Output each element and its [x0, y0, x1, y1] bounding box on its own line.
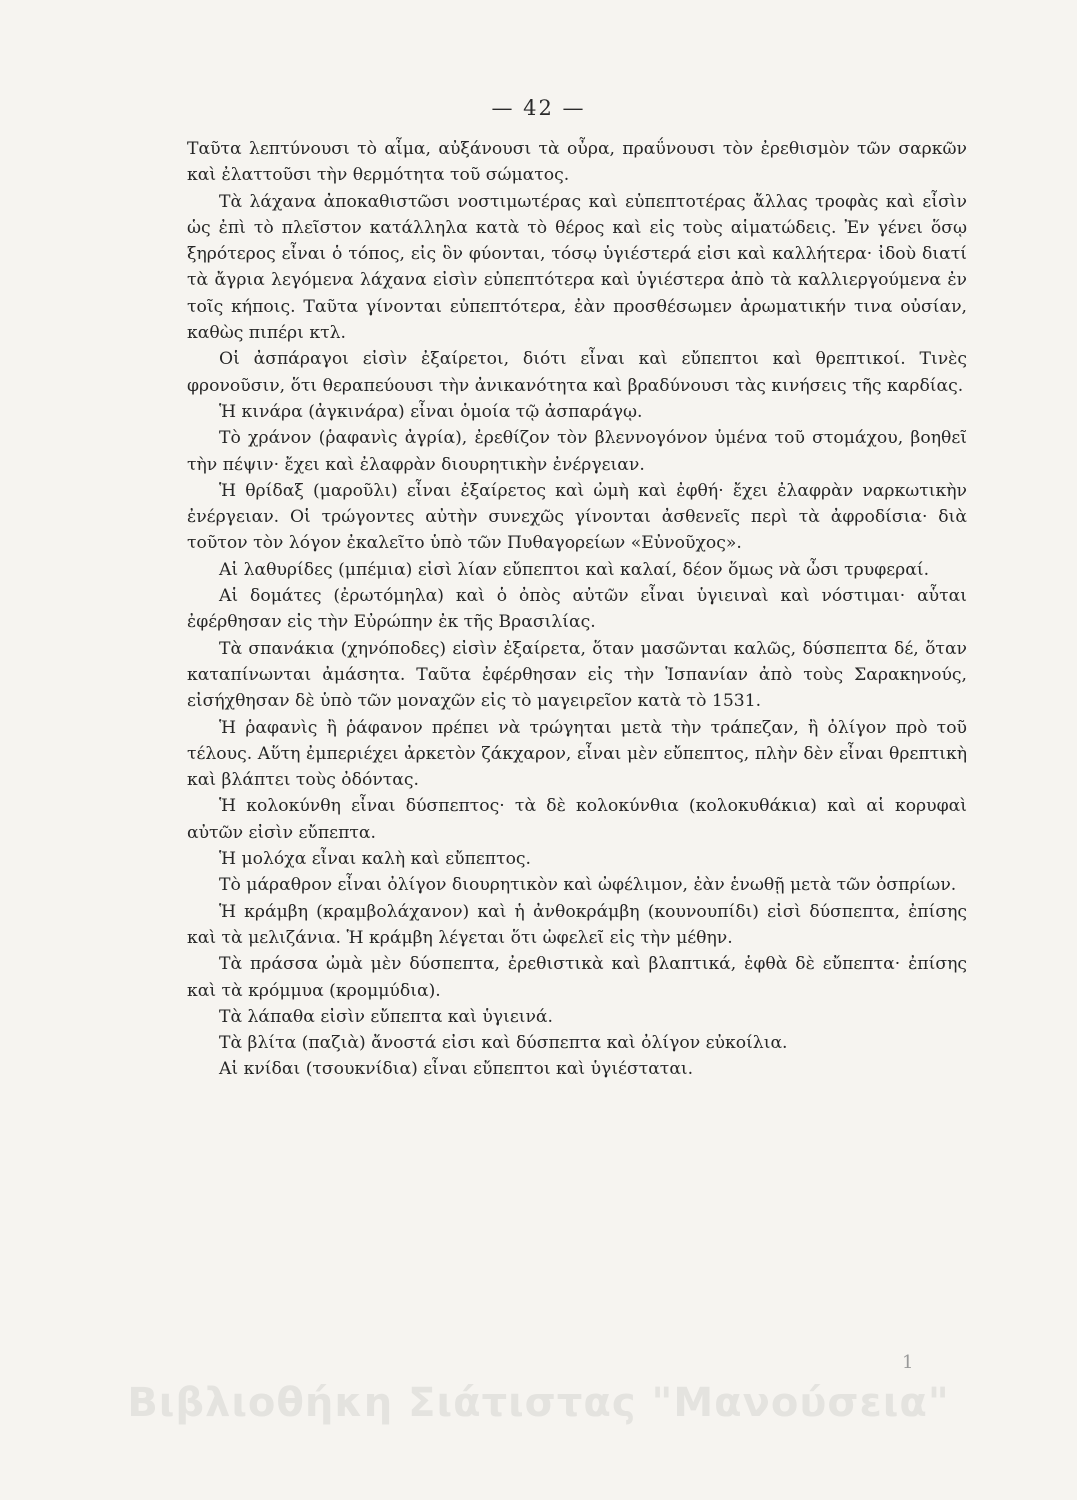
library-watermark: Βιβλιοθήκη Σιάτιστας "Μανούσεια"	[127, 1380, 950, 1426]
paragraph: Αἱ δομάτες (ἐρωτόμηλα) καὶ ὁ ὀπὸς αὐτῶν εἶναι ὑγιειναὶ καὶ νόστιμαι· αὗται ἐφέρθησαν εἰς τὴν Εὐρώπην ἐκ τῆς Βρασιλίας.	[187, 586, 967, 633]
margin-mark: 1	[902, 1352, 914, 1373]
paragraph: Ἡ θρίδαξ (μαροῦλι) εἶναι ἐξαίρετος καὶ ὠμὴ καὶ ἐφθή· ἔχει ἐλαφρὰν ναρκωτικὴν ἐνέργειαν. Οἱ τρώγοντες αὐτὴν συνεχῶς γίνονται ἀσθενεῖς περὶ τὰ ἀφροδίσια· διὰ τοῦτον τὸν λόγον ἐκαλεῖτο ὑπὸ τῶν Πυθαγορείων «Εὐνοῦχος».	[187, 480, 967, 554]
paragraph: Αἱ κνίδαι (τσουκνίδια) εἶναι εὔπεπτοι καὶ ὑγιέσταται.	[219, 1059, 694, 1080]
paragraph: Τὸ χράνον (ῥαφανὶς ἀγρία), ἐρεθίζον τὸν βλεννογόνον ὑμένα τοῦ στομάχου, βοηθεῖ τὴν πέψιν· ἔχει καὶ ἐλαφρὰν διουρητικὴν ἐνέργειαν.	[187, 428, 967, 475]
paragraph: Αἱ λαθυρίδες (μπέμια) εἰσὶ λίαν εὔπεπτοι καὶ καλαί, δέον ὅμως νὰ ὦσι τρυφεραί.	[219, 559, 930, 580]
paragraph: Τὰ λάπαθα εἰσὶν εὔπεπτα καὶ ὑγιεινά.	[219, 1006, 553, 1027]
body-text	[187, 136, 967, 1083]
paragraph: Ἡ κράμβη (κραμβολάχανον) καὶ ἡ ἀνθοκράμβη (κουνουπίδι) εἰσὶ δύσπεπτα, ἐπίσης καὶ τὰ μελιζάνια. Ἡ κράμβη λέγεται ὅτι ὠφελεῖ εἰς τὴν μέθην.	[187, 901, 967, 948]
paragraph: Τὰ σπανάκια (χηνόποδες) εἰσὶν ἐξαίρετα, ὅταν μασῶνται καλῶς, δύσπεπτα δέ, ὅταν καταπίνωνται ἀμάσητα. Ταῦτα ἐφέρθησαν εἰς τὴν Ἱσπανίαν ἀπὸ τοὺς Σαρακηνούς, εἰσήχθησαν δὲ ὑπὸ τῶν μοναχῶν εἰς τὸ μαγειρεῖον κατὰ τὸ 1531.	[187, 638, 967, 712]
paragraph: Ἡ ῥαφανὶς ἢ ῥάφανον πρέπει νὰ τρώγηται μετὰ τὴν τράπεζαν, ἢ ὀλίγον πρὸ τοῦ τέλους. Αὕτη ἐμπεριέχει ἀρκετὸν ζάκχαρον, εἶναι μὲν εὔπεπτος, πλὴν δὲν εἶναι θρεπτικὴ καὶ βλάπτει τοὺς ὀδόντας.	[187, 717, 967, 791]
paragraph: Τὰ πράσσα ὠμὰ μὲν δύσπεπτα, ἐρεθιστικὰ καὶ βλαπτικά, ἑφθὰ δὲ εὔπεπτα· ἐπίσης καὶ τὰ κρόμμυα (κρομμύδια).	[187, 954, 967, 1001]
paragraph: Τὰ βλίτα (παζιὰ) ἄνοστά εἰσι καὶ δύσπεπτα καὶ ὀλίγον εὐκοίλια.	[219, 1033, 788, 1054]
paragraph: Τὰ λάχανα ἀποκαθιστῶσι νοστιμωτέρας καὶ εὐπεπτοτέρας ἄλλας τροφὰς καὶ εἶσὶν ὡς ἐπὶ τὸ πλεῖστον κατάλληλα κατὰ τὸ θέρος καὶ εἰς τοὺς αἱματώδεις. Ἐν γένει ὅσῳ ξηρότερος εἶναι ὁ τόπος, εἰς ὃν φύονται, τόσῳ ὑγιέστερά εἰσι καὶ καλλήτερα· ἰδοὺ διατί τὰ ἄγρια λεγόμενα λάχανα εἰσὶν εὐπεπτότερα καὶ ὑγιέστερα ἀπὸ τὰ καλλιεργούμενα ἐν τοῖς κήποις. Ταῦτα γίνονται εὐπεπτότερα, ἐὰν προσθέσωμεν ἀρωματικήν τινα οὐσίαν, καθὼς πιπέρι κτλ.	[187, 191, 967, 344]
paragraph: Ἡ κολοκύνθη εἶναι δύσπεπτος· τὰ δὲ κολοκύνθια (κολοκυθάκια) καὶ αἱ κορυφαὶ αὐτῶν εἰσὶν εὔπεπτα.	[187, 796, 967, 843]
paragraph: Ἡ κινάρα (ἀγκινάρα) εἶναι ὁμοία τῷ ἀσπαράγῳ.	[219, 401, 643, 422]
paragraph: Τὸ μάραθρον εἶναι ὀλίγον διουρητικὸν καὶ ὠφέλιμον, ἐὰν ἑνωθῇ μετὰ τῶν ὀσπρίων.	[219, 875, 957, 896]
page-number: — 42 —	[491, 96, 586, 120]
paragraph: Ἡ μολόχα εἶναι καλὴ καὶ εὔπεπτος.	[219, 849, 532, 870]
paragraph: Ταῦτα λεπτύνουσι τὸ αἷμα, αὐξάνουσι τὰ οὖρα, πραΰνουσι τὸν ἐρεθισμὸν τῶν σαρκῶν καὶ ἐλαττοῦσι τὴν θερμότητα τοῦ σώματος.	[187, 139, 967, 186]
paragraph: Οἱ ἀσπάραγοι εἰσὶν ἐξαίρετοι, διότι εἶναι καὶ εὔπεπτοι καὶ θρεπτικοί. Τινὲς φρονοῦσιν, ὅτι θεραπεύουσι τὴν ἀνικανότητα καὶ βραδύνουσι τὰς κινήσεις τῆς καρδίας.	[187, 349, 967, 396]
